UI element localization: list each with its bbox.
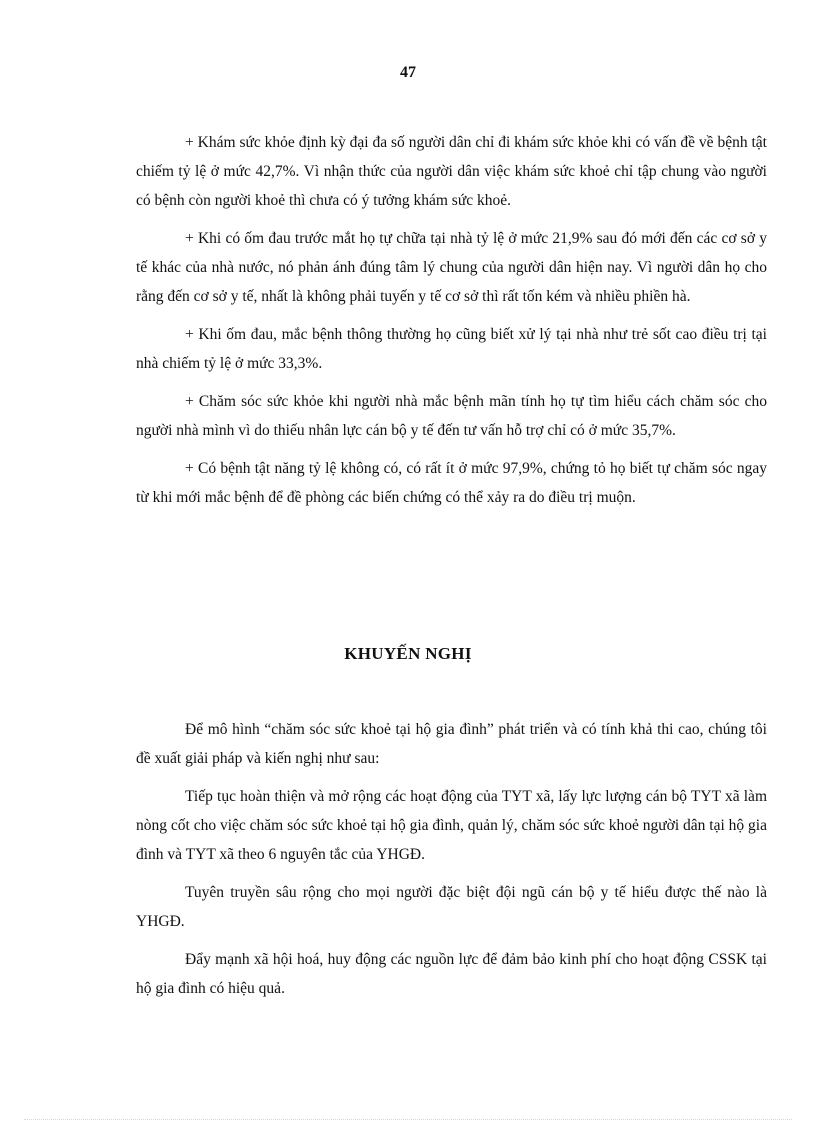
recommendation-paragraph: Tiếp tục hoàn thiện và mở rộng các hoạt động của TYT xã, lấy lực lượng cán bộ TYT xã làm nòng cốt cho việc chăm sóc sức khoẻ tại hộ gia đình, quản lý, chăm sóc sức khoẻ người dân tại hộ gia đình và TYT xã theo 6 nguyên tắc của YHGĐ. <box>136 788 767 863</box>
finding-paragraph: + Khám sức khỏe định kỳ đại đa số người dân chỉ đi khám sức khỏe khi có vấn đề về bệnh tật chiếm tỷ lệ ở mức 42,7%. Vì nhận thức của người dân việc khám sức khoẻ chỉ tập chung vào người có bệnh còn người khoẻ thì chưa có ý tưởng khám sức khoẻ. <box>136 134 767 209</box>
finding-paragraph: + Khi có ốm đau trước mắt họ tự chữa tại nhà tỷ lệ ở mức 21,9% sau đó mới đến các cơ sở y tế khác của nhà nước, nó phản ánh đúng tâm lý chung của người dân hiện nay. Vì người dân họ cho rằng đến cơ sở y tế, nhất là không phải tuyến y tế cơ sở thì rất tốn kém và nhiều phiền hà. <box>136 230 767 305</box>
recommendations-section <box>136 715 767 1012</box>
recommendation-paragraph: Tuyên truyền sâu rộng cho mọi người đặc biệt đội ngũ cán bộ y tế hiểu được thế nào là YHGĐ. <box>136 884 767 930</box>
page-number: 47 <box>400 64 416 81</box>
finding-paragraph: + Có bệnh tật năng tỷ lệ không có, có rất ít ở mức 97,9%, chứng tỏ họ biết tự chăm sóc ngay từ khi mới mắc bệnh để đề phòng các biến chứng có thể xảy ra do điều trị muộn. <box>136 460 767 506</box>
findings-section <box>136 128 767 521</box>
page-bottom-divider <box>24 1119 792 1120</box>
recommendation-paragraph: Đẩy mạnh xã hội hoá, huy động các nguồn lực để đảm bảo kinh phí cho hoạt động CSSK tại hộ gia đình có hiệu quả. <box>136 951 767 997</box>
finding-paragraph: + Khi ốm đau, mắc bệnh thông thường họ cũng biết xử lý tại nhà như trẻ sốt cao điều trị tại nhà chiếm tỷ lệ ở mức 33,3%. <box>136 326 767 372</box>
finding-paragraph: + Chăm sóc sức khỏe khi người nhà mắc bệnh mãn tính họ tự tìm hiểu cách chăm sóc cho người nhà mình vì do thiếu nhân lực cán bộ y tế đến tư vấn hỗ trợ chỉ có ở mức 35,7%. <box>136 393 767 439</box>
recommendation-paragraph: Để mô hình “chăm sóc sức khoẻ tại hộ gia đình” phát triển và có tính khả thi cao, chúng tôi đề xuất giải pháp và kiến nghị như sau: <box>136 721 767 767</box>
recommendations-heading: KHUYẾN NGHỊ <box>344 644 472 663</box>
